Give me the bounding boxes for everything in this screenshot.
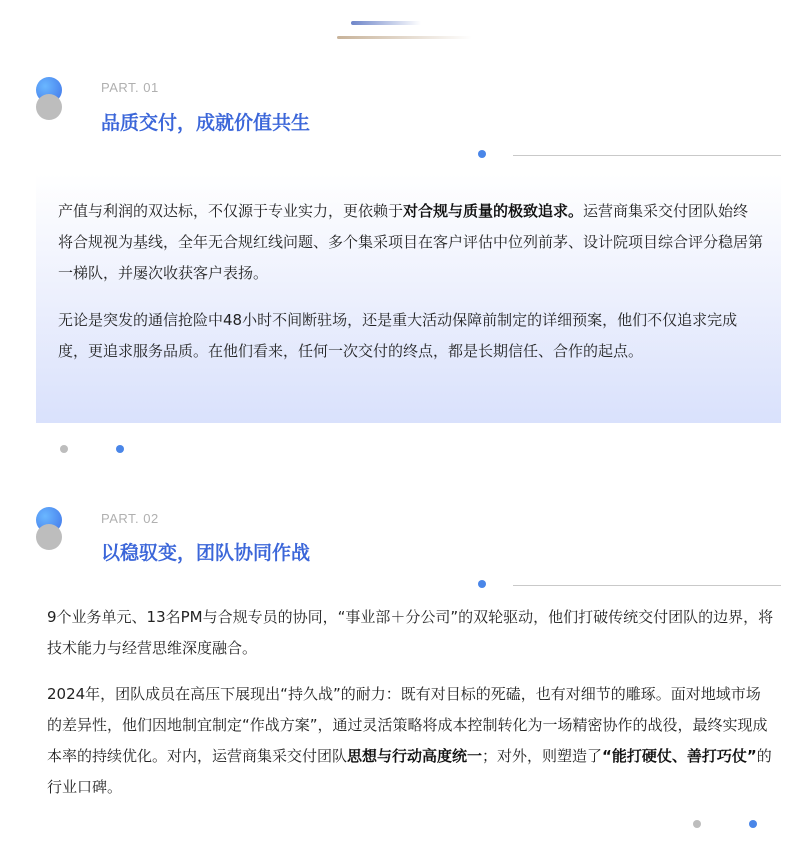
- top-decorative-line: [351, 21, 421, 25]
- section2-footer-blue-dot-icon: [749, 820, 757, 828]
- section2-bold-phrase-2: “能打硬仗、善打巧仗”: [602, 747, 757, 765]
- section1-bold-phrase: 对合规与质量的极致追求。: [403, 202, 584, 220]
- section2-title: 以稳驭变，团队协同作战: [101, 542, 311, 564]
- section1-content-card: [36, 174, 781, 423]
- section2-divider-dot-icon: [478, 580, 486, 588]
- section1-footer-gray-dot-icon: [60, 445, 68, 453]
- section1-gray-circle-icon: [36, 94, 62, 120]
- section1-title: 品质交付，成就价值共生: [101, 112, 311, 134]
- section1-divider-dot-icon: [478, 150, 486, 158]
- section1-footer-blue-dot-icon: [116, 445, 124, 453]
- top-decorative-line-secondary: [337, 36, 472, 39]
- section2-divider-line: [513, 585, 781, 586]
- section2-bold-phrase-1: 思想与行动高度统一: [347, 747, 483, 765]
- section1-part-label: PART. 01: [101, 80, 159, 95]
- section2-part-label: PART. 02: [101, 511, 159, 526]
- section1-paragraph-1: 产值与利润的双达标，不仅源于专业实力，更依赖于对合规与质量的极致追求。运营商集采交付团队始终将合规视为基线，全年无合规红线问题、多个集采项目在客户评估中位列前茅、设计院项目综合评分稳居第一梯队，并屡次收获客户表扬。: [58, 202, 764, 282]
- section2-gray-circle-icon: [36, 524, 62, 550]
- section2-footer-gray-dot-icon: [693, 820, 701, 828]
- section2-paragraph-1: 9个业务单元、13名PM与合规专员的协同，“事业部＋分公司”的双轮驱动，他们打破传统交付团队的边界，将技术能力与经营思维深度融合。: [47, 608, 774, 657]
- section1-paragraph-2: 无论是突发的通信抢险中48小时不间断驻场，还是重大活动保障前制定的详细预案，他们不仅追求完成度，更追求服务品质。在他们看来，任何一次交付的终点，都是长期信任、合作的起点。: [58, 311, 738, 360]
- section1-divider-line: [513, 155, 781, 156]
- section2-paragraph-2: 2024年，团队成员在高压下展现出“持久战”的耐力：既有对目标的死磕，也有对细节的雕琢。面对地域市场的差异性，他们因地制宜制定“作战方案”，通过灵活策略将成本控制转化为一场精密协作的战役，最终实现成本率的持续优化。对内，运营商集采交付团队思想与行动高度统一；对外，则塑造了“能打硬仗、善打巧仗”的行业口碑。: [47, 685, 772, 796]
